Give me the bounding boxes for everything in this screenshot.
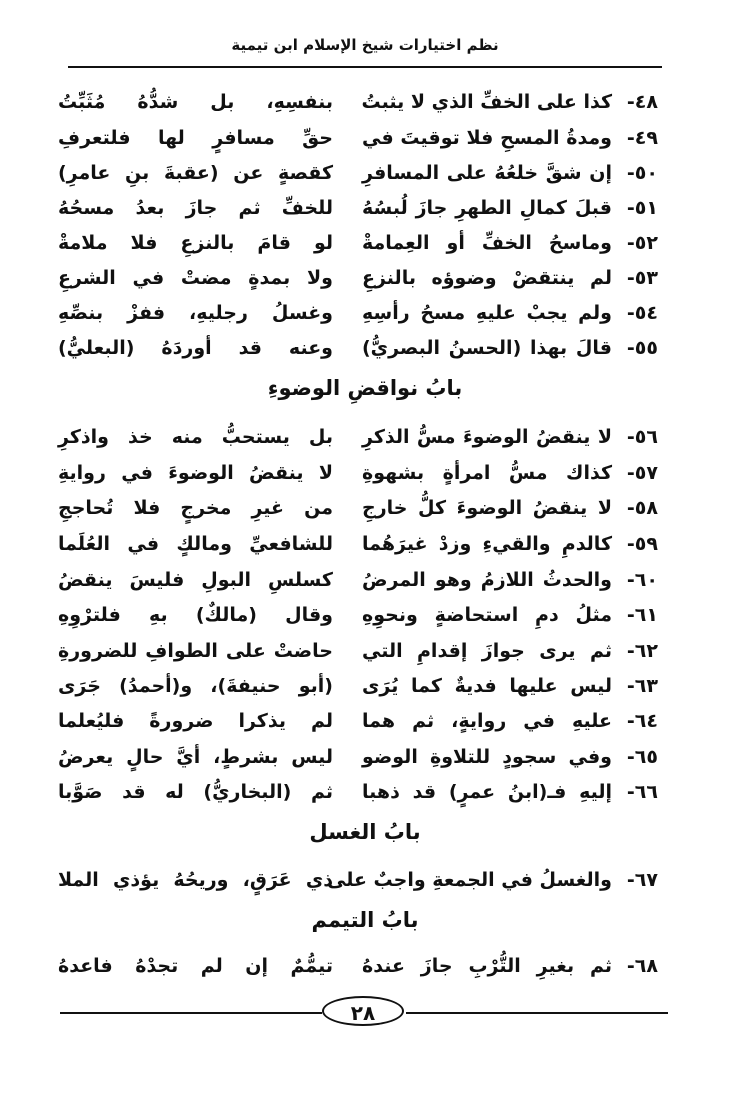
verse-number: ٦٣- bbox=[626, 675, 658, 697]
verse-number: ٥٠- bbox=[626, 162, 658, 184]
verse-first-hemistich: كذا على الخفِّ الذي لا يثبتُ bbox=[361, 91, 612, 113]
verse-number: ٦٦- bbox=[626, 781, 658, 803]
verse bbox=[58, 948, 658, 984]
verse-number: ٤٩- bbox=[626, 127, 658, 149]
verse bbox=[58, 260, 658, 296]
footer-rule-right bbox=[406, 1012, 668, 1014]
verse-second-hemistich: وعنه قد أوردَهُ (البعليُّ) bbox=[58, 337, 333, 359]
verse-second-hemistich: لم يذكرا ضرورةً فليُعلما bbox=[58, 710, 333, 732]
verse bbox=[58, 330, 658, 366]
verse bbox=[58, 84, 658, 120]
verse-first-hemistich: إن شقَّ خلعُهُ على المسافرِ bbox=[362, 162, 612, 184]
verse bbox=[58, 490, 658, 526]
running-header: نظم اختيارات شيخ الإسلام ابن تيمية bbox=[231, 36, 499, 54]
verse-second-hemistich: حقِّ مسافرٍ لها فلتعرفِ bbox=[58, 127, 333, 149]
verse-number: ٥٢- bbox=[626, 232, 658, 254]
section-heading-tayammum: بابُ التيمم bbox=[311, 908, 419, 932]
verse bbox=[58, 597, 658, 633]
verse-second-hemistich: لا ينقضُ الوضوءَ في روايةِ bbox=[58, 462, 333, 484]
verse-first-hemistich: والغسلُ في الجمعةِ واجبٌ على bbox=[326, 869, 612, 891]
verse-second-hemistich: كسلسِ البولِ فليسَ ينقضُ bbox=[58, 569, 333, 591]
verse-second-hemistich: للشافعيِّ ومالكٍ في العُلَما bbox=[58, 533, 333, 555]
verse-number: ٥٤- bbox=[626, 302, 658, 324]
verse-number: ٤٨- bbox=[626, 91, 658, 113]
verse-number: ٥٩- bbox=[626, 533, 658, 555]
verse-second-hemistich: للخفِّ ثم جازَ بعدُ مسحُهُ bbox=[58, 197, 333, 219]
verse bbox=[58, 562, 658, 598]
verse-number: ٥٨- bbox=[626, 497, 658, 519]
verse-second-hemistich: لو قامَ بالنزعِ فلا ملامةْ bbox=[58, 232, 333, 254]
verse-second-hemistich: ليس بشرطٍ، أيَّ حالٍ يعرضُ bbox=[58, 746, 333, 768]
verse-first-hemistich: وفي سجودٍ للتلاوةِ الوضو bbox=[362, 746, 612, 768]
verse-first-hemistich: ليس عليها فديةٌ كما يُرَى bbox=[362, 675, 612, 697]
verse-first-hemistich: مثلُ دمِ استحاضةٍ ونحوِهِ bbox=[362, 604, 612, 626]
verse-first-hemistich: كالدمِ والقيءِ وزدْ غيرَهُما bbox=[362, 533, 612, 555]
verse-second-hemistich: بل يستحبُّ منه خذ واذكرِ bbox=[58, 426, 333, 448]
verse-second-hemistich: ثم (البخاريُّ) له قد صَوَّبا bbox=[58, 781, 333, 803]
verse-second-hemistich: وغسلُ رجليهِ، ففزْ بنصِّهِ bbox=[58, 302, 333, 324]
verse-second-hemistich: بنفسِهِ، بل شدُّهُ مُثَبِّتُ bbox=[58, 91, 333, 113]
verse-first-hemistich: لم ينتقضْ وضوؤه بالنزعِ bbox=[362, 267, 612, 289]
verse-second-hemistich: ولا بمدةٍ مضتْ في الشرعِ bbox=[58, 267, 333, 289]
verse-first-hemistich: لا ينقضُ الوضوءَ مسُّ الذكرِ bbox=[362, 426, 612, 448]
verse bbox=[58, 862, 658, 898]
verse bbox=[58, 419, 658, 455]
verse-number: ٥٣- bbox=[626, 267, 658, 289]
verse-second-hemistich: كقصةٍ عن (عقبةَ بنِ عامرِ) bbox=[58, 162, 333, 184]
verse bbox=[58, 295, 658, 331]
verse-first-hemistich: كذاك مسُّ امرأةٍ بشهوةِ bbox=[362, 462, 612, 484]
verse-second-hemistich: حاضتْ على الطوافِ للضرورةِ bbox=[58, 640, 333, 662]
verse-first-hemistich: لا ينقضُ الوضوءَ كلُّ خارجِ bbox=[362, 497, 612, 519]
verse bbox=[58, 155, 658, 191]
verse-number: ٦٥- bbox=[626, 746, 658, 768]
verse bbox=[58, 526, 658, 562]
footer-rule-left bbox=[60, 1012, 322, 1014]
verse-second-hemistich: من غيرِ مخرجٍ فلا تُحاججِ bbox=[58, 497, 333, 519]
verse bbox=[58, 703, 658, 739]
section-heading-ghusl: بابُ الغسل bbox=[309, 820, 421, 844]
verse bbox=[58, 190, 658, 226]
verse-number: ٦٤- bbox=[626, 710, 658, 732]
verse-first-hemistich: وماسحُ الخفِّ أو العِمامةْ bbox=[362, 232, 612, 254]
verse bbox=[58, 633, 658, 669]
verse-first-hemistich: ومدةُ المسحِ فلا توقيتَ في bbox=[362, 127, 612, 149]
verse-first-hemistich: عليهِ في روايةٍ، ثم هما bbox=[362, 710, 612, 732]
verse-first-hemistich: إليهِ فـ(ابنُ عمرٍ) قد ذهبا bbox=[362, 781, 612, 803]
verse-number: ٦٧- bbox=[626, 869, 658, 891]
verse bbox=[58, 225, 658, 261]
verse bbox=[58, 668, 658, 704]
section-heading-wudu-nullifiers: بابُ نواقضِ الوضوءِ bbox=[267, 376, 463, 400]
page-number: ٢٨ bbox=[322, 996, 404, 1026]
verse-first-hemistich: قبلَ كمالِ الطهرِ جازَ لُبسُهُ bbox=[362, 197, 612, 219]
verse bbox=[58, 120, 658, 156]
verse-number: ٦٢- bbox=[626, 640, 658, 662]
verse-first-hemistich: ولم يجبْ عليهِ مسحُ رأسِهِ bbox=[362, 302, 612, 324]
verse bbox=[58, 455, 658, 491]
verse-number: ٦٨- bbox=[626, 955, 658, 977]
verse bbox=[58, 774, 658, 810]
verse-first-hemistich: قالَ بهذا (الحسنُ البصريُّ) bbox=[362, 337, 612, 359]
verse-number: ٥١- bbox=[626, 197, 658, 219]
verse-second-hemistich: تيمُّمٌ إن لم تجدْهُ فاعدهُ bbox=[58, 955, 333, 977]
verse-number: ٦٠- bbox=[626, 569, 658, 591]
verse bbox=[58, 739, 658, 775]
verse-first-hemistich: ثم بغيرِ التُّرْبِ جازَ عندهُ bbox=[362, 955, 612, 977]
verse-number: ٥٧- bbox=[626, 462, 658, 484]
verse-number: ٥٦- bbox=[626, 426, 658, 448]
verse-second-hemistich: (أبو حنيفةَ)، و(أحمدُ) جَرَى bbox=[58, 675, 333, 697]
verse-second-hemistich: ذي عَرَقٍ، وريحُهُ يؤذي الملا bbox=[58, 869, 333, 891]
verse-number: ٥٥- bbox=[626, 337, 658, 359]
verse-second-hemistich: وقال (مالكٌ) بهِ فلترْوِهِ bbox=[58, 604, 333, 626]
header-rule bbox=[68, 66, 662, 68]
verse-first-hemistich: والحدثُ اللازمُ وهو المرضُ bbox=[362, 569, 612, 591]
verse-first-hemistich: ثم يرى جوازَ إقدامِ التي bbox=[362, 640, 612, 662]
verse-number: ٦١- bbox=[626, 604, 658, 626]
